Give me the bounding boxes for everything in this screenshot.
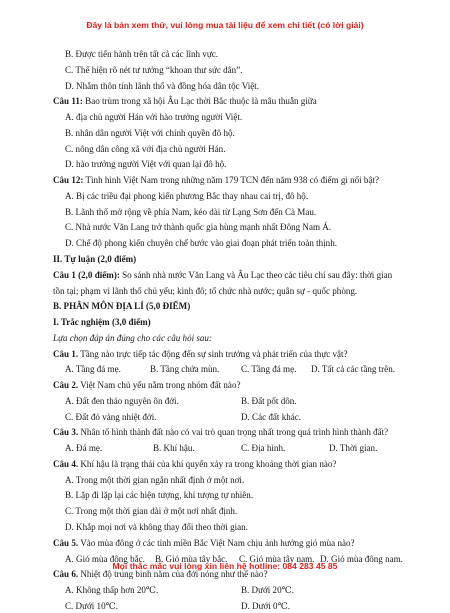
question-text: Nhiệt độ trung bình năm của đới nóng như thế nào? <box>78 569 268 580</box>
question-4 <box>53 458 336 472</box>
answer-option: C. Thể hiện rõ nét tư tưởng “khoan thư sức dân”. <box>65 64 243 75</box>
question-3 <box>53 426 388 440</box>
answer-option: C. Dưới 10℃. <box>65 600 118 611</box>
answer-option: A. Trong một thời gian ngắn nhất định ở một nơi. <box>65 474 245 485</box>
question-12 <box>53 174 379 188</box>
answer-option: D. Dưới 0℃. <box>241 600 290 611</box>
section-heading: II. Tự luận (2,0 điểm) <box>53 253 137 264</box>
answer-option: B. Được tiến hành trên tất cả các lĩnh vực. <box>65 49 219 59</box>
question-label: Câu 12: <box>53 175 84 186</box>
hotline-footer: Mọi thắc mắc vui lòng xin liên hệ hotline: 084 283 45 85 <box>112 561 338 571</box>
question-5 <box>53 537 355 551</box>
answer-option: A. Đất đen thảo nguyên ôn đới. <box>65 395 179 406</box>
answer-option: B. Gió mùa tây bắc. <box>155 553 228 564</box>
preview-banner: Đây là bản xem thử, vui lòng mua tài liệu để xem chi tiết (có lời giải) <box>86 20 364 30</box>
question-11 <box>53 95 317 109</box>
question-label: Câu 5. <box>53 537 79 548</box>
question-text: Nhân tố hình thành đất nào có vai trò quan trọng nhất trong quá trình hình thành đất? <box>78 427 389 438</box>
answer-option: C. Nhà nước Văn Lang trở thành quốc gia hùng mạnh nhất Đông Nam Á. <box>65 222 332 233</box>
question-text: Bao trùm trong xã hội Âu Lạc thời Bắc thuộc là mâu thuẫn giữa <box>82 96 317 107</box>
question-label: Câu 1 (2,0 điểm): <box>53 269 120 280</box>
part-heading: I. Trắc nghiệm (3,0 điểm) <box>53 317 151 327</box>
answer-option: C. Đất đỏ vàng nhiệt đới. <box>65 411 157 422</box>
answer-option: C. Tầng đá mẹ. <box>241 364 297 375</box>
essay-question <box>53 269 392 283</box>
answer-option: C. nông dân công xã với địa chủ người Hán. <box>65 143 226 154</box>
answer-option: A. địa chủ người Hán với hào trưởng người Việt. <box>65 112 243 122</box>
section-heading: B. PHÂN MÔN ĐỊA LÍ (5,0 ĐIỂM) <box>53 301 191 312</box>
answer-option: B. Lặp đi lặp lại các hiện tượng, khí tượng tự nhiên. <box>65 490 254 501</box>
question-label: Câu 3. <box>53 427 79 438</box>
question-2 <box>53 379 241 393</box>
answer-option: D. Nhằm thôn tính lãnh thổ và đồng hóa dân tộc Việt. <box>65 80 260 91</box>
question-label: Câu 6. <box>53 569 79 580</box>
answer-option: B. Tầng chứa mùn. <box>150 364 220 375</box>
question-label: Câu 1. <box>53 348 79 359</box>
answer-option: A. Đá mẹ. <box>65 443 103 454</box>
answer-option: C. Trong một thời gian dài ở một nơi nhất định. <box>65 506 238 517</box>
answer-option: B. Khí hậu. <box>153 443 195 454</box>
question-text: Tình hình Việt Nam trong những năm 179 TCN đến năm 938 có điểm gì nổi bật? <box>83 175 380 186</box>
question-label: Câu 11: <box>53 96 83 107</box>
answer-option: A. Không thấp hơn 20℃. <box>65 585 159 595</box>
answer-option: C. Gió mùa tây nam. <box>239 553 315 564</box>
answer-option: D. Thời gian. <box>329 443 378 454</box>
answer-option: B. Đất pốt dôn. <box>241 395 297 406</box>
answer-option: D. Gió mùa đông nam. <box>320 553 403 564</box>
answer-option: D. Khắp mọi nơi và không thay đổi theo thời gian. <box>65 522 248 532</box>
question-text: tồn tại; phạm vi lãnh thổ chủ yếu; kinh đô; tổ chức nhà nước; quân sự - quốc phòng. <box>53 285 358 296</box>
answer-option: A. Gió mùa đông bắc. <box>65 553 145 564</box>
question-text: Việt Nam chủ yếu nằm trong nhóm đất nào? <box>78 380 241 391</box>
answer-option: B. Lãnh thổ mở rộng về phía Nam, kéo dài từ Lạng Sơn đến Cà Mau. <box>65 206 317 217</box>
answer-option: B. nhân dân người Việt với chính quyền đô hộ. <box>65 127 235 138</box>
question-label: Câu 2. <box>53 380 79 391</box>
question-text: Tầng nào trực tiếp tác động đến sự sinh trưởng và phát triển của thực vật? <box>78 348 348 359</box>
answer-option: A. Tầng đá mẹ. <box>65 364 121 375</box>
answer-option: D. Các đất khác. <box>241 411 302 422</box>
question-text: Vào mùa đông ở các tỉnh miền Bắc Việt Nam chịu ảnh hưởng gió mùa nào? <box>78 537 355 548</box>
answer-option: A. Bị các triều đại phong kiến phương Bắc thay nhau cai trị, đô hộ. <box>65 190 309 201</box>
answer-option: D. Chế độ phong kiến chuyên chế bước vào giai đoạn phát triển toàn thịnh. <box>65 238 337 249</box>
question-1 <box>53 348 348 362</box>
answer-option: D. hào trưởng người Việt với quan lại đô hộ. <box>65 159 227 170</box>
instruction-text: Lựa chọn đáp án đúng cho các câu hỏi sau: <box>53 332 212 343</box>
answer-option: C. Địa hình. <box>241 443 286 454</box>
answer-option: D. Tất cả các tầng trên. <box>311 364 395 375</box>
question-text: So sánh nhà nước Văn Lang và Âu Lạc theo các tiêu chí sau đây: thời gian <box>119 269 393 280</box>
answer-option: B. Dưới 20℃. <box>241 585 294 595</box>
question-text: Khí hậu là trạng thái của khí quyển xảy ra trong khoảng thời gian nào? <box>78 458 337 469</box>
question-label: Câu 4. <box>53 458 79 469</box>
